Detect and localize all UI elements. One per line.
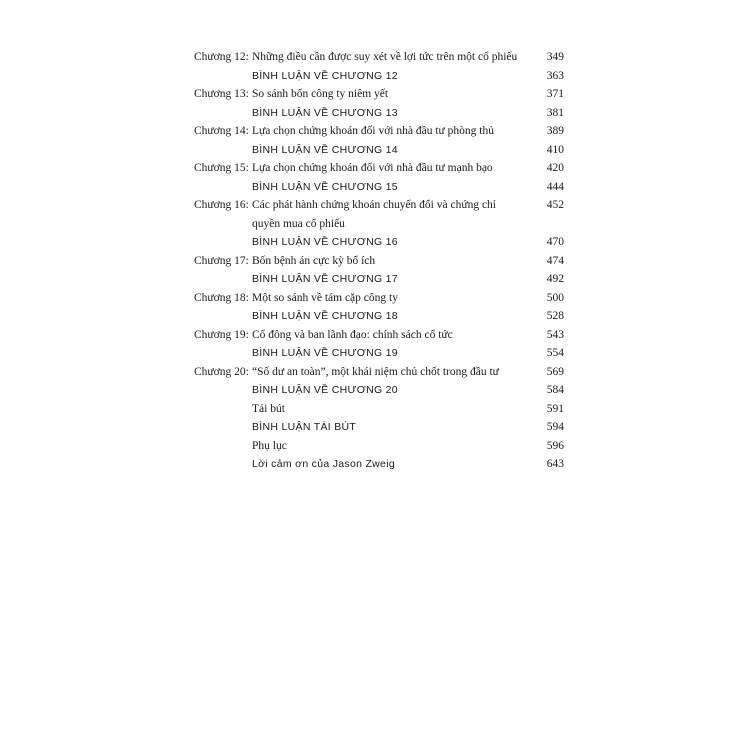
commentary-title: BÌNH LUẬN VỀ CHƯƠNG 13 <box>252 106 398 119</box>
chapter-title: Lựa chọn chứng khoán đối với nhà đầu tư phòng thủ <box>252 125 494 137</box>
chapter-number: Chương 18: <box>194 291 249 304</box>
commentary-title: BÌNH LUẬN VỀ CHƯƠNG 18 <box>252 310 398 322</box>
page-number: 500 <box>546 291 564 304</box>
toc-entry-chapter-14 <box>194 122 564 141</box>
page-number: 420 <box>546 162 564 174</box>
toc-entry-chapter-18 <box>194 289 564 308</box>
toc-entry-appendix <box>194 437 564 456</box>
toc-entry-commentary-15 <box>194 178 564 197</box>
postscript-title: Tái bút <box>252 402 285 415</box>
chapter-number: Chương 20: <box>194 365 249 378</box>
page-number: 444 <box>546 180 564 193</box>
chapter-title: So sánh bốn công ty niêm yết <box>252 88 389 100</box>
page-number: 594 <box>546 421 564 433</box>
chapter-number: Chương 14: <box>194 125 249 137</box>
chapter-number: Chương 12: <box>194 51 249 63</box>
page-number: 569 <box>546 365 564 378</box>
toc-entry-commentary-17 <box>194 270 564 289</box>
toc-entry-postscript-commentary <box>194 418 564 437</box>
page-number: 363 <box>546 69 564 82</box>
chapter-title: “Số dư an toàn”, một khái niệm chủ chốt trong đầu tư <box>252 365 499 378</box>
chapter-title: Lựa chọn chứng khoán đối với nhà đầu tư mạnh bạo <box>252 162 493 174</box>
toc-entry-chapter-20 <box>194 363 564 382</box>
chapter-number: Chương 13: <box>194 88 249 100</box>
toc-entry-chapter-17 <box>194 252 564 271</box>
acknowledgments-title: Lời cảm ơn của Jason Zweig <box>252 458 395 470</box>
page-number: 543 <box>546 328 564 341</box>
chapter-title: Các phát hành chứng khoán chuyển đổi và chứng chỉ quyền mua cổ phiếu <box>252 199 496 230</box>
page-number: 591 <box>546 402 564 415</box>
page-number: 492 <box>546 273 564 285</box>
page-number: 528 <box>546 310 564 322</box>
toc-entry-chapter-16 <box>194 196 564 233</box>
page-number: 381 <box>546 106 564 119</box>
page-number: 643 <box>546 458 564 470</box>
chapter-title: Những điều cần được suy xét về lợi tức trên một cổ phiếu <box>252 51 518 63</box>
commentary-title: BÌNH LUẬN VỀ CHƯƠNG 12 <box>252 69 398 82</box>
page-number: 389 <box>546 125 564 137</box>
commentary-title: BÌNH LUẬN VỀ CHƯƠNG 20 <box>252 384 398 396</box>
chapter-title: Cổ đông và ban lãnh đạo: chính sách cổ tức <box>252 328 453 341</box>
commentary-title: BÌNH LUẬN VỀ CHƯƠNG 16 <box>252 236 398 248</box>
page-number: 470 <box>546 236 564 248</box>
toc-entry-commentary-14 <box>194 141 564 160</box>
page-number: 474 <box>546 254 564 267</box>
chapter-number: Chương 16: <box>194 199 249 211</box>
toc-entry-commentary-20 <box>194 381 564 400</box>
page-number: 596 <box>546 439 564 452</box>
page-number: 349 <box>546 51 564 63</box>
appendix-title: Phụ lục <box>252 439 287 452</box>
toc-entry-commentary-19 <box>194 344 564 363</box>
page-number: 410 <box>546 143 564 156</box>
toc-entry-chapter-13 <box>194 85 564 104</box>
commentary-title: BÌNH LUẬN VỀ CHƯƠNG 19 <box>252 347 398 359</box>
commentary-title: BÌNH LUẬN VỀ CHƯƠNG 14 <box>252 143 398 156</box>
page-number: 452 <box>546 199 564 211</box>
chapter-title: Bốn bệnh án cực kỳ bổ ích <box>252 254 376 267</box>
page-number: 371 <box>546 88 564 100</box>
chapter-number: Chương 15: <box>194 162 249 174</box>
toc-entry-commentary-13 <box>194 104 564 123</box>
chapter-number: Chương 19: <box>194 328 249 341</box>
commentary-title: BÌNH LUẬN VỀ CHƯƠNG 15 <box>252 180 398 193</box>
commentary-title: BÌNH LUẬN VỀ CHƯƠNG 17 <box>252 273 398 285</box>
toc-entry-chapter-15 <box>194 159 564 178</box>
page-number: 584 <box>546 384 564 396</box>
page-number: 554 <box>546 347 564 359</box>
chapter-number: Chương 17: <box>194 254 249 267</box>
toc-entry-commentary-16 <box>194 233 564 252</box>
toc-entry-commentary-18 <box>194 307 564 326</box>
toc-entry-postscript <box>194 400 564 419</box>
commentary-title: BÌNH LUẬN TÁI BÚT <box>252 421 357 433</box>
toc-entry-commentary-12 <box>194 67 564 86</box>
toc-entry-acknowledgments <box>194 455 564 474</box>
chapter-title: Một so sánh về tám cặp công ty <box>252 291 398 304</box>
toc-entry-chapter-19 <box>194 326 564 345</box>
table-of-contents <box>194 48 564 474</box>
toc-entry-chapter-12 <box>194 48 564 67</box>
